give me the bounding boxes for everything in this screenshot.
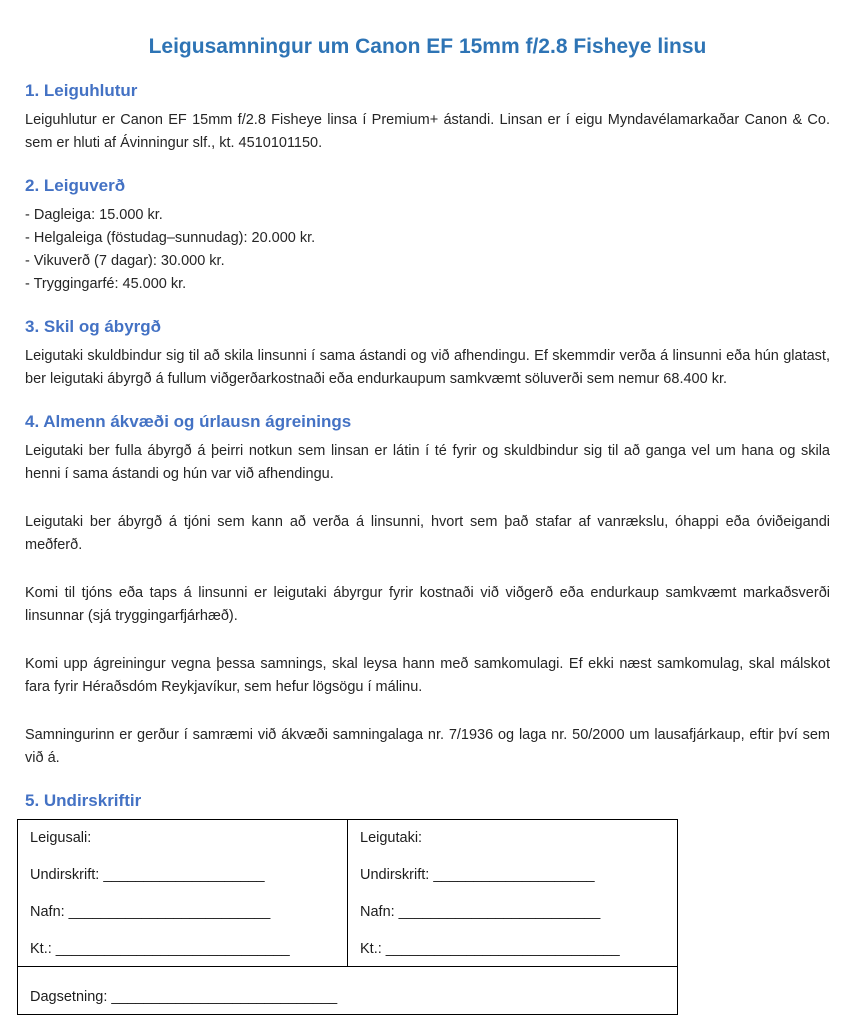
price-line-weekend: - Helgaleiga (föstudag–sunnudag): 20.000 kr.	[25, 230, 316, 246]
section-4-paragraph-4: Komi upp ágreiningur vegna þessa samnings, skal leysa hann með samkomulagi. Ef ekki næst samkomulag, skal málskot fara fyrir Héraðsdóm Reykjavíkur, sem hefur lögsögu í málinu.	[25, 656, 830, 695]
section-5-heading: 5. Undirskriftir	[25, 791, 142, 810]
section-4-paragraph-3: Komi til tjóns eða taps á linsunni er leigutaki ábyrgur fyrir kostnaði við viðgerð eða endurkaup samkvæmt markaðsverði linsunnar (sjá tryggingarfjárhæð).	[25, 585, 830, 624]
section-3-paragraph: Leigutaki skuldbindur sig til að skila linsunni í sama ástandi og við afhendingu. Ef skemmdir verða á linsunni eða hún glatast, ber leigutaki ábyrgð á fullum viðgerðarkostnaði eða endurkaupum samkvæmt söluverði sem nemur 68.400 kr.	[25, 348, 830, 387]
lessor-id-line[interactable]: Kt.: _____________________________	[30, 941, 290, 957]
price-line-deposit: - Tryggingarfé: 45.000 kr.	[25, 276, 187, 292]
section-lease-item	[25, 81, 830, 155]
lessee-cell	[348, 820, 678, 967]
section-4-paragraph-5: Samningurinn er gerður í samræmi við ákvæði samningalaga nr. 7/1936 og laga nr. 50/2000 um lausafjárkaup, eftir því sem við á.	[25, 727, 830, 766]
lessee-id-line[interactable]: Kt.: _____________________________	[360, 941, 620, 957]
document-title: Leigusamningur um Canon EF 15mm f/2.8 Fisheye linsu	[148, 35, 707, 58]
section-rental-prices	[25, 176, 830, 296]
price-line-daily: - Dagleiga: 15.000 kr.	[25, 207, 163, 223]
section-signatures	[25, 791, 830, 1015]
section-3-heading: 3. Skil og ábyrgð	[25, 317, 162, 336]
signature-table	[17, 819, 678, 1015]
lessor-role-label: Leigusali:	[30, 830, 92, 846]
signature-parties-row	[18, 820, 678, 967]
section-return-liability	[25, 317, 830, 391]
section-4-paragraph-1: Leigutaki ber fulla ábyrgð á þeirri notkun sem linsan er látin í té fyrir og skuldbindur sig til að ganga vel um hana og skila henni í sama ástandi og hún var við afhendingu.	[25, 443, 830, 482]
lessor-name-line[interactable]: Nafn: _________________________	[30, 904, 271, 920]
section-1-paragraph: Leiguhlutur er Canon EF 15mm f/2.8 Fisheye linsa í Premium+ ástandi. Linsan er í eigu Myndavélamarkaðar Canon & Co. sem er hluti af Ávinningur slf., kt. 4510101150.	[25, 112, 830, 151]
section-4-heading: 4. Almenn ákvæði og úrlausn ágreinings	[25, 412, 352, 431]
price-line-weekly: - Vikuverð (7 dagar): 30.000 kr.	[25, 253, 225, 269]
lessor-signature-line[interactable]: Undirskrift: ____________________	[30, 867, 265, 883]
section-2-heading: 2. Leiguverð	[25, 176, 126, 195]
date-line[interactable]: Dagsetning: ____________________________	[30, 989, 338, 1005]
lessor-cell	[18, 820, 348, 967]
section-1-heading: 1. Leiguhlutur	[25, 81, 138, 100]
lessee-role-label: Leigutaki:	[360, 830, 423, 846]
section-4-paragraph-2: Leigutaki ber ábyrgð á tjóni sem kann að verða á linsunni, hvort sem það stafar af vanrækslu, óhappi eða óviðeigandi meðferð.	[25, 514, 830, 553]
date-row	[18, 967, 678, 1015]
section-general-terms	[25, 412, 830, 770]
date-cell	[18, 967, 678, 1015]
lessee-signature-line[interactable]: Undirskrift: ____________________	[360, 867, 595, 883]
lessee-name-line[interactable]: Nafn: _________________________	[360, 904, 601, 920]
